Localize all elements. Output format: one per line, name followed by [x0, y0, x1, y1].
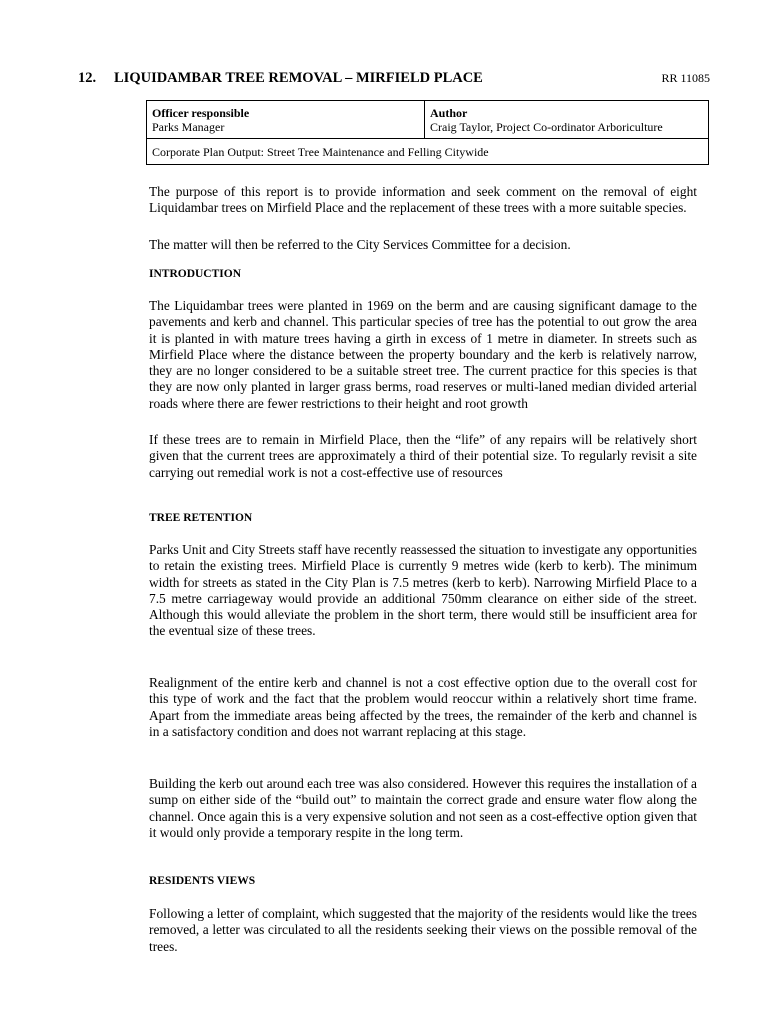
report-title: LIQUIDAMBAR TREE REMOVAL – MIRFIELD PLACE [114, 70, 483, 86]
referral-paragraph: The matter will then be referred to the City Services Committee for a decision. [149, 237, 571, 252]
purpose-paragraph: The purpose of this report is to provide information and seek comment on the removal of eight Liquidambar trees on Mirfield Place and the replacement of these trees with a more suitable species. [149, 184, 697, 216]
introduction-paragraph-1: The Liquidambar trees were planted in 1969 on the berm and are causing significant damage to the pavements and kerb and channel. This particular species of tree has the potential to out grow the area it is planted in with mature trees having a girth in excess of 1 metre in diameter. In streets such as Mirfield Place where the distance between the property boundary and the kerb is relatively narrow, they are no longer considered to be a suitable street tree. The current practice for this species is that they are now only planted in larger grass berms, road reserves or multi-laned median divided arterial roads where there are fewer restrictions to their height and root growth [149, 298, 697, 411]
tree-retention-paragraph-3: Building the kerb out around each tree was also considered. However this requires the installation of a sump on either side of the “build out” to maintain the correct grade and ensure water flow along the channel. Once again this is a very expensive solution and not seen as a cost-effective option given that it would only provide a temporary respite in the long term. [149, 776, 697, 840]
report-reference: RR 11085 [661, 71, 710, 85]
officer-info-table [146, 100, 709, 165]
tree-retention-paragraph-2: Realignment of the entire kerb and channel is not a cost effective option due to the overall cost for this type of work and the fact that the problem would reoccur within a relatively short time frame. Apart from the immediate areas being affected by the trees, the remainder of the kerb and channel is in a satisfactory condition and does not warrant replacing at this stage. [149, 675, 697, 739]
tree-retention-heading: TREE RETENTION [149, 512, 253, 524]
residents-views-heading: RESIDENTS VIEWS [149, 875, 256, 887]
report-title-row [78, 70, 710, 87]
author-cell [425, 101, 709, 139]
officer-value: Parks Manager [152, 120, 225, 134]
item-number: 12. [78, 70, 97, 86]
officer-label: Officer responsible [152, 106, 250, 120]
residents-views-paragraph-1: Following a letter of complaint, which suggested that the majority of the residents would like the trees removed, a letter was circulated to all the residents seeking their views on the possible removal of the trees. [149, 906, 697, 954]
tree-retention-paragraph-1: Parks Unit and City Streets staff have recently reassessed the situation to investigate any opportunities to retain the existing trees. Mirfield Place is currently 9 metres wide (kerb to kerb). The minimum width for streets as stated in the City Plan is 7.5 metres (kerb to kerb). Narrowing Mirfield Place to a 7.5 metre carriageway would provide an additional 750mm clearance on either side of the street. Although this would alleviate the problem in the short term, there would still be insufficient area for the eventual size of these trees. [149, 542, 697, 639]
corporate-plan-cell: Corporate Plan Output: Street Tree Maintenance and Felling Citywide [147, 139, 709, 165]
author-value: Craig Taylor, Project Co-ordinator Arboriculture [430, 120, 663, 134]
officer-cell [147, 101, 425, 139]
introduction-paragraph-2: If these trees are to remain in Mirfield Place, then the “life” of any repairs will be relatively short given that the current trees are approximately a third of their potential size. To regularly revisit a site carrying out remedial work is not a cost-effective use of resources [149, 432, 697, 480]
introduction-heading: INTRODUCTION [149, 268, 242, 280]
author-label: Author [430, 106, 468, 120]
